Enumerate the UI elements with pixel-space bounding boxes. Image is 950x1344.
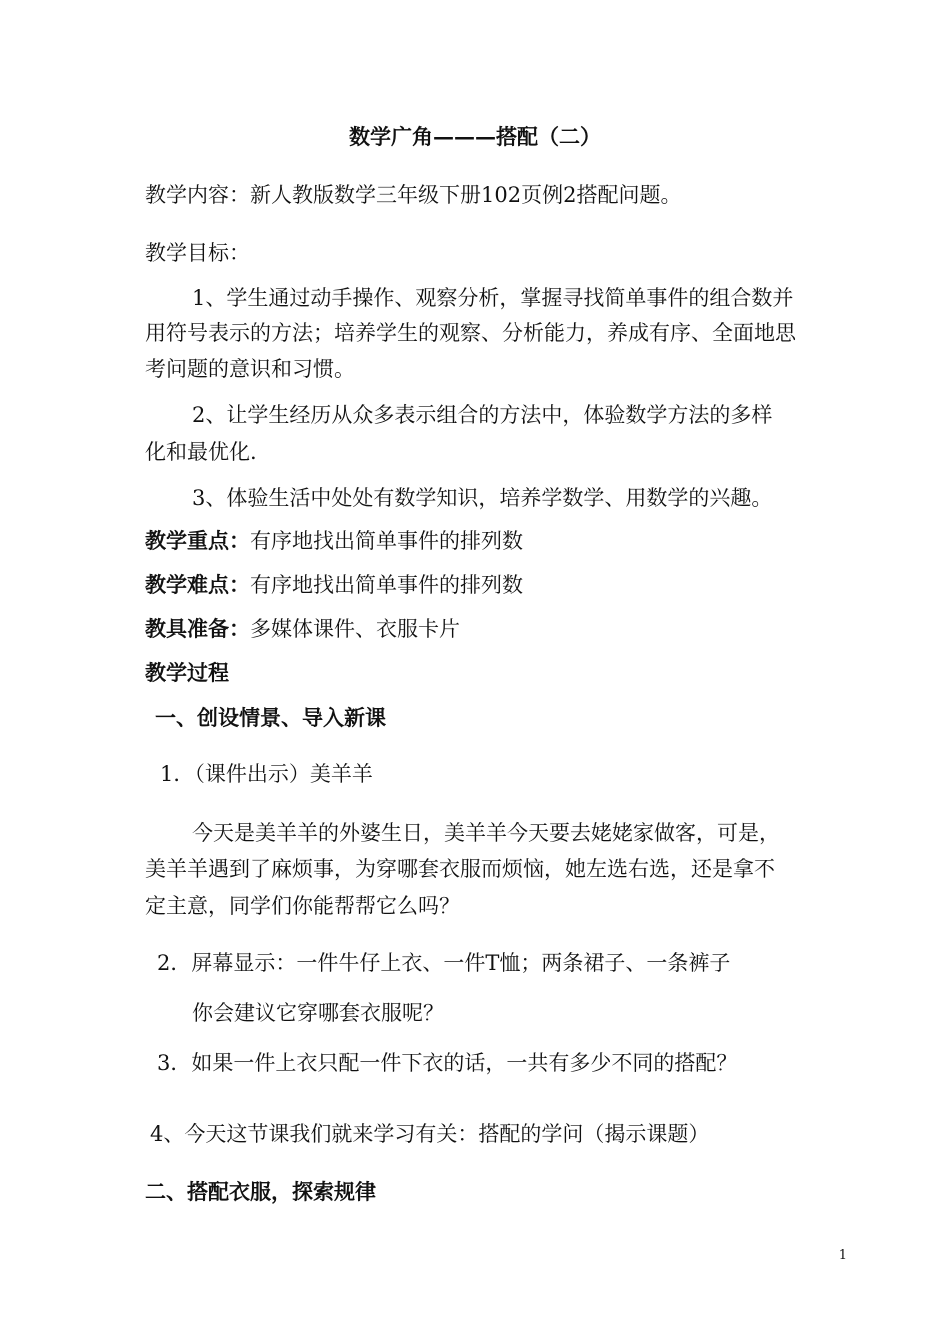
item1: 1．（课件出示）美羊羊 xyxy=(160,762,373,786)
document-title: 数学广角———搭配（二） xyxy=(349,124,601,149)
item2: 2．屏幕显示：一件牛仔上衣、一件T恤；两条裙子、一条裤子 xyxy=(157,951,731,975)
teaching-content-text: 新人教版数学三年级下册102页例2搭配问题。 xyxy=(250,183,682,207)
difficult-point-text: 有序地找出简单事件的排列数 xyxy=(250,573,523,597)
difficult-point xyxy=(145,570,523,600)
key-point-label: 教学重点： xyxy=(145,528,250,553)
item2-question: 你会建议它穿哪套衣服呢？ xyxy=(192,1001,444,1025)
section1-heading: 一、创设情景、导入新课 xyxy=(155,705,386,730)
story-line2: 美羊羊遇到了麻烦事，为穿哪套衣服而烦恼，她左选右选，还是拿不 xyxy=(145,857,775,881)
story-line3: 定主意，同学们你能帮帮它么吗？ xyxy=(145,894,460,918)
goal1-line1: 1、学生通过动手操作、观察分析，掌握寻找简单事件的组合数并 xyxy=(192,286,794,310)
goal3: 3、体验生活中处处有数学知识，培养学数学、用数学的兴趣。 xyxy=(192,486,773,510)
story-line1: 今天是美羊羊的外婆生日，美羊羊今天要去姥姥家做客，可是， xyxy=(192,821,780,845)
teaching-tools-label: 教具准备： xyxy=(145,616,250,641)
goal1-line3: 考问题的意识和习惯。 xyxy=(145,357,355,381)
teaching-tools-text: 多媒体课件、衣服卡片 xyxy=(250,617,460,641)
key-point-text: 有序地找出简单事件的排列数 xyxy=(250,529,523,553)
page-number: 1 xyxy=(838,1248,847,1263)
section2-heading: 二、搭配衣服，探索规律 xyxy=(145,1179,376,1204)
teaching-content xyxy=(145,180,681,210)
teaching-content-label: 教学内容： xyxy=(145,183,250,207)
goal2-line2: 化和最优化. xyxy=(145,440,257,464)
item4: 4、今天这节课我们就来学习有关：搭配的学问（揭示课题） xyxy=(150,1122,710,1146)
goal1-line2: 用符号表示的方法；培养学生的观察、分析能力，养成有序、全面地思 xyxy=(145,321,796,345)
item3: 3．如果一件上衣只配一件下衣的话，一共有多少不同的搭配？ xyxy=(157,1051,738,1075)
key-point xyxy=(145,526,523,556)
teaching-goals-label: 教学目标： xyxy=(145,241,250,265)
teaching-tools xyxy=(145,614,460,644)
difficult-point-label: 教学难点： xyxy=(145,572,250,597)
goal2-line1: 2、让学生经历从众多表示组合的方法中，体验数学方法的多样 xyxy=(192,403,773,427)
process-heading: 教学过程 xyxy=(145,660,229,685)
